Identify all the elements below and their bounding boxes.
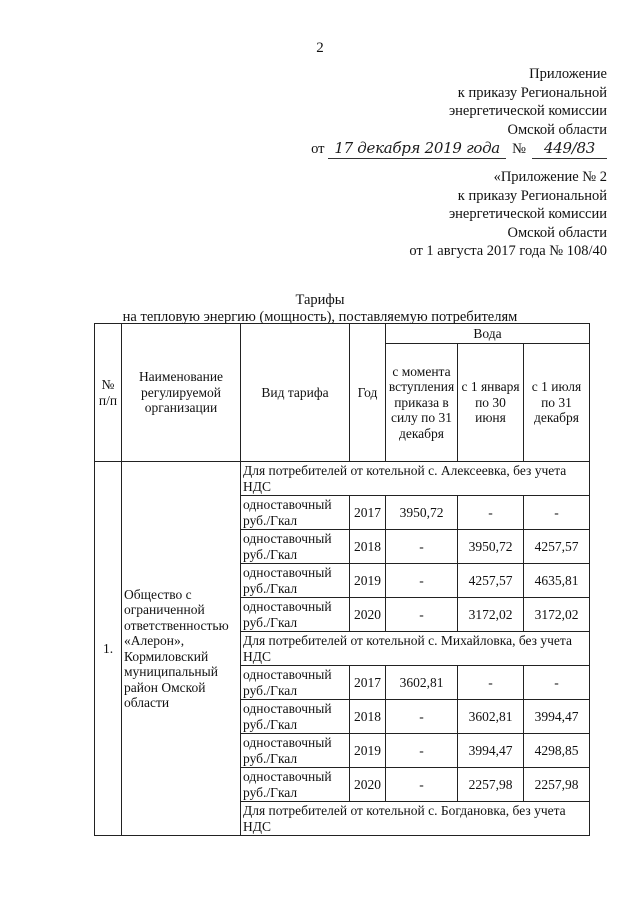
header-type: Вид тарифа — [241, 324, 350, 462]
value-col1: - — [386, 700, 458, 734]
appendix-line: Омской области — [507, 121, 607, 138]
value-col3: - — [524, 666, 590, 700]
value-col3: 3994,47 — [524, 700, 590, 734]
header-org: Наименование регулируемой организации — [122, 324, 241, 462]
tariff-type: одноставочный руб./Гкал — [241, 768, 350, 802]
value-col1: - — [386, 598, 458, 632]
year-cell: 2019 — [350, 564, 386, 598]
appendix2-line: энергетической комиссии — [448, 206, 607, 222]
appendix-line: к приказу Региональной — [457, 84, 607, 101]
value-col3: 4635,81 — [524, 564, 590, 598]
value-col3: 4257,57 — [524, 530, 590, 564]
document-title — [0, 292, 640, 326]
value-col2: 4257,57 — [458, 564, 524, 598]
order-line — [311, 139, 607, 159]
row-number: 1. — [95, 462, 122, 836]
value-col1: - — [386, 564, 458, 598]
tariff-table — [94, 323, 590, 836]
year-cell: 2019 — [350, 734, 386, 768]
appendix2-line: Омской области — [507, 224, 607, 241]
tariff-type: одноставочный руб./Гкал — [241, 496, 350, 530]
appendix2-line: от 1 августа 2017 года № 108/40 — [409, 243, 607, 259]
section-title: Для потребителей от котельной с. Богдановка, без учета НДС — [241, 802, 590, 836]
header-num: № п/п — [95, 324, 122, 462]
value-col2: 2257,98 — [458, 768, 524, 802]
value-col3: 2257,98 — [524, 768, 590, 802]
number-label: № — [512, 141, 526, 157]
handwritten-number: 449/83 — [532, 139, 607, 159]
header-group-water: Вода — [386, 324, 590, 344]
tariff-type: одноставочный руб./Гкал — [241, 598, 350, 632]
tariff-type: одноставочный руб./Гкал — [241, 530, 350, 564]
value-col2: - — [458, 666, 524, 700]
header-col3: с 1 июля по 31 декабря — [524, 344, 590, 462]
year-cell: 2020 — [350, 768, 386, 802]
tariff-type: одноставочный руб./Гкал — [241, 666, 350, 700]
header-col1: с момента вступления приказа в силу по 31 декабря — [386, 344, 458, 462]
year-cell: 2017 — [350, 496, 386, 530]
value-col1: - — [386, 768, 458, 802]
tariff-type: одноставочный руб./Гкал — [241, 564, 350, 598]
section-title: Для потребителей от котельной с. Алексеевка, без учета НДС — [241, 462, 590, 496]
header-col2: с 1 января по 30 июня — [458, 344, 524, 462]
year-cell: 2018 — [350, 530, 386, 564]
value-col2: 3950,72 — [458, 530, 524, 564]
value-col3: 4298,85 — [524, 734, 590, 768]
tariff-type: одноставочный руб./Гкал — [241, 734, 350, 768]
appendix-line: Приложение — [529, 66, 607, 82]
section-title: Для потребителей от котельной с. Михайловка, без учета НДС — [241, 632, 590, 666]
value-col1: 3950,72 — [386, 496, 458, 530]
organization-name: Общество с ограниченной ответственностью «Алерон», Кормиловский муниципальный район Омской области — [122, 462, 241, 836]
appendix2-line: к приказу Региональной — [457, 187, 607, 204]
value-col1: - — [386, 734, 458, 768]
appendix2-line: «Приложение № 2 — [493, 169, 607, 185]
year-cell: 2020 — [350, 598, 386, 632]
title-line: на тепловую энергию (мощность), поставляемую потребителям — [122, 309, 518, 325]
year-cell: 2018 — [350, 700, 386, 734]
title-line: Тарифы — [295, 292, 345, 308]
value-col3: 3172,02 — [524, 598, 590, 632]
page-number: 2 — [316, 40, 324, 56]
tariff-type: одноставочный руб./Гкал — [241, 700, 350, 734]
value-col2: 3172,02 — [458, 598, 524, 632]
value-col2: 3602,81 — [458, 700, 524, 734]
value-col3: - — [524, 496, 590, 530]
value-col1: - — [386, 530, 458, 564]
appendix-line: энергетической комиссии — [448, 103, 607, 119]
header-year: Год — [350, 324, 386, 462]
value-col1: 3602,81 — [386, 666, 458, 700]
value-col2: - — [458, 496, 524, 530]
appendix-block — [311, 65, 607, 159]
appendix2-block — [409, 168, 607, 261]
handwritten-date: 17 декабря 2019 года — [328, 139, 506, 159]
from-label: от — [311, 141, 325, 157]
year-cell: 2017 — [350, 666, 386, 700]
value-col2: 3994,47 — [458, 734, 524, 768]
